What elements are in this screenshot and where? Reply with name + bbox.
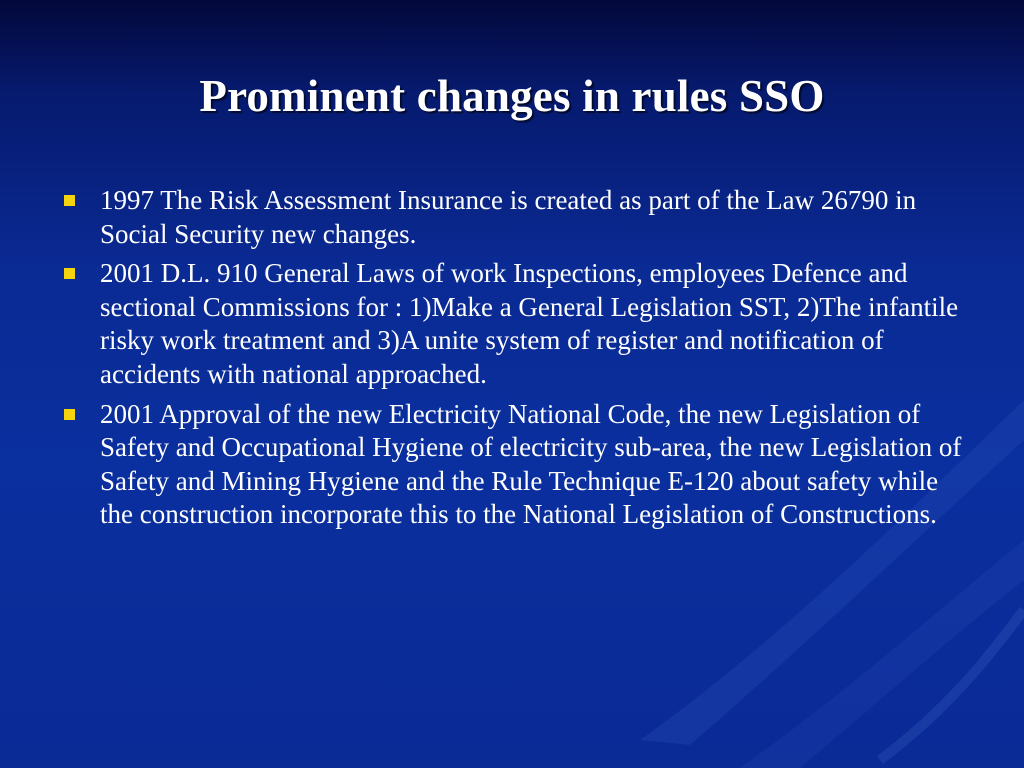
square-bullet-icon [64, 409, 75, 420]
square-bullet-icon [64, 268, 75, 279]
bullet-item [58, 184, 964, 251]
bullet-text: 1997 The Risk Assessment Insurance is created as part of the Law 26790 in Social Security new changes. [100, 185, 917, 249]
bullet-item [58, 398, 964, 532]
square-bullet-icon [64, 195, 75, 206]
bullet-item [58, 257, 964, 391]
slide-title: Prominent changes in rules SSO [199, 71, 825, 121]
bullet-text: 2001 Approval of the new Electricity National Code, the new Legislation of Safety and Occupational Hygiene of electricity sub-area, the new Legislation of Safety and Mining Hygiene and the Rule Technique E-120 about safety while the construction incorporate this to the National Legislation of Constructions. [100, 398, 962, 530]
bullet-list [58, 184, 964, 538]
bullet-text: 2001 D.L. 910 General Laws of work Inspections, employees Defence and sectional Commissions for : 1)Make a General Legislation SST, 2)The infantile risky work treatment and 3)A unite system of register and notification of accidents with national approached. [100, 258, 959, 389]
